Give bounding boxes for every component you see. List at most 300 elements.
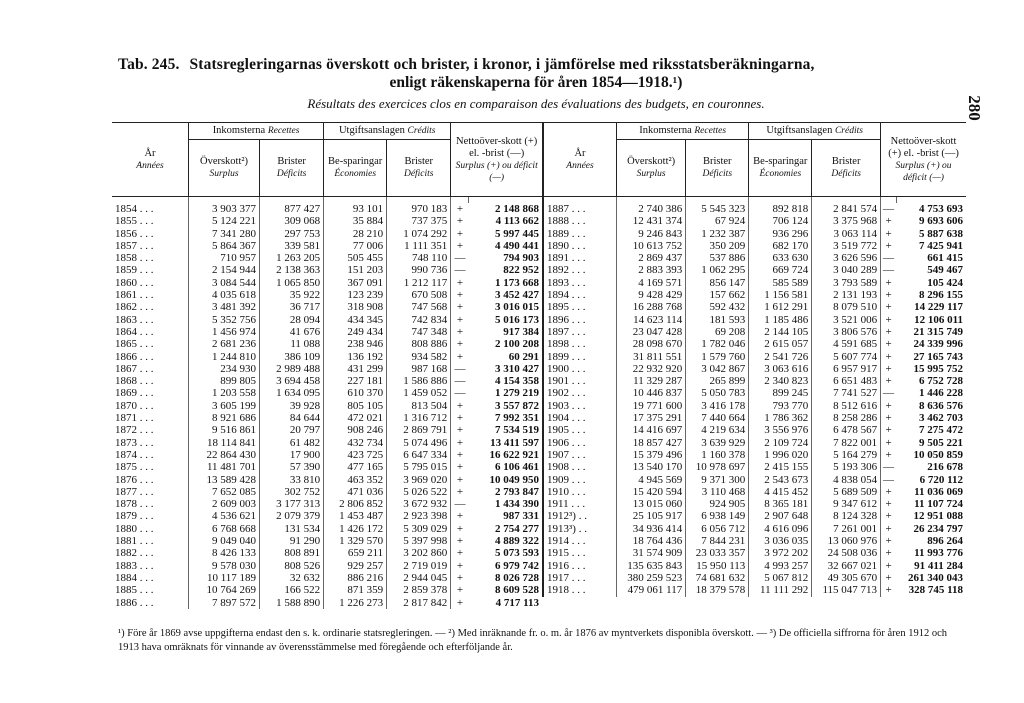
col-income-label-fr: Recettes (267, 126, 300, 136)
cell-savings: 4 616 096 (749, 523, 812, 535)
cell-sign: + (451, 301, 469, 313)
cell-savings: 2 340 823 (749, 375, 812, 387)
table-row (543, 547, 966, 559)
cell-deficit: 350 209 (686, 240, 749, 252)
cell-year: 1880 . . . (115, 522, 154, 535)
cell-savings: 908 246 (324, 424, 387, 436)
cell-sign: + (451, 461, 469, 473)
cell-deficit: 1 160 378 (686, 449, 749, 461)
cell-year: 1899 . . . (547, 350, 586, 363)
cell-surplus: 11 481 701 (189, 461, 260, 473)
cell-year: 1868 . . . (115, 375, 154, 388)
col-deficit-header (686, 140, 749, 197)
cell-exp-deficit: 3 519 772 (812, 240, 881, 252)
cell-sign: — (451, 252, 469, 264)
cell-net: 4 490 441 (495, 239, 539, 252)
table-row (543, 437, 966, 449)
cell-exp-deficit: 5 164 279 (812, 449, 881, 461)
cell-deficit: 67 924 (686, 215, 749, 227)
col-year-header (112, 123, 189, 197)
cell-exp-deficit: 3 793 589 (812, 277, 881, 289)
cell-surplus: 10 764 269 (189, 584, 260, 596)
table-row (112, 523, 542, 535)
col-net-header (451, 123, 542, 197)
cell-year: 1858 . . . (115, 252, 154, 265)
cell-exp-deficit: 1 212 117 (387, 277, 451, 289)
cell-year: 1901 . . . (547, 375, 586, 388)
cell-exp-deficit: 5 193 306 (812, 461, 881, 473)
cell-net: 3 310 427 (495, 362, 539, 375)
col-exp-deficit-header (387, 140, 451, 197)
cell-deficit: 3 042 867 (686, 363, 749, 375)
table-row (112, 424, 542, 436)
cell-sign: + (881, 301, 896, 313)
cell-year: 1856 . . . (115, 227, 154, 240)
cell-exp-deficit: 32 667 021 (812, 560, 881, 572)
table-row (112, 510, 542, 522)
cell-deficit: 302 752 (260, 486, 324, 498)
cell-savings: 2 541 726 (749, 351, 812, 363)
cell-deficit: 74 681 632 (686, 572, 749, 584)
cell-sign: + (451, 400, 469, 412)
cell-year: 1918 . . . (547, 584, 586, 597)
cell-savings: 659 211 (324, 547, 387, 559)
cell-net: 7 992 351 (495, 412, 539, 425)
cell-year: 1895 . . . (547, 301, 586, 314)
cell-surplus: 5 864 367 (189, 240, 260, 252)
cell-year: 1871 . . . (115, 412, 154, 425)
col-exp-deficit-label-fr: Déficits (403, 169, 434, 179)
cell-deficit: 1 588 890 (260, 597, 324, 609)
cell-exp-deficit: 1 316 712 (387, 412, 451, 424)
table-row (112, 252, 542, 264)
cell-year: 1889 . . . (547, 227, 586, 240)
cell-net: 10 050 859 (913, 448, 963, 461)
cell-exp-deficit: 1 074 292 (387, 228, 451, 240)
cell-surplus: 9 246 843 (617, 228, 686, 240)
cell-surplus: 899 805 (189, 375, 260, 387)
cell-net: 917 384 (503, 325, 539, 338)
cell-sign: + (881, 498, 896, 510)
cell-exp-deficit: 2 131 193 (812, 289, 881, 301)
col-expenses-label-fr: Crédits (407, 126, 436, 136)
cell-sign: — (881, 474, 896, 486)
cell-year: 1865 . . . (115, 338, 154, 351)
cell-year: 1884 . . . (115, 571, 154, 584)
cell-exp-deficit: 4 591 685 (812, 338, 881, 350)
cell-exp-deficit: 4 838 054 (812, 474, 881, 486)
cell-exp-deficit: 2 817 842 (387, 597, 451, 609)
cell-net: 8 636 576 (919, 399, 963, 412)
table-row (112, 486, 542, 498)
cell-year: 1870 . . . (115, 399, 154, 412)
cell-net: 261 340 043 (908, 571, 963, 584)
col-exp-deficit-label-fr: Déficits (831, 169, 861, 179)
cell-deficit: 41 676 (260, 326, 324, 338)
cell-exp-deficit: 3 521 006 (812, 314, 881, 326)
col-surplus-header (189, 140, 260, 197)
col-expenses-label: Utgiftsanslagen (766, 125, 833, 136)
footnote-text: ¹) Före år 1869 avse uppgifterna endast den s. k. ordinarie statsregleringen. — ²) Med inräknande fr. o. m. år 1876 av myntverkets disponibla överskott. — ³) De officiella siffrorna för åren 1912 och 1913 hava omräknats för vinnande av överensstämmelse med föregående och efterföljande år. (118, 628, 947, 653)
cell-savings: 505 455 (324, 252, 387, 264)
cell-net: 5 887 638 (919, 227, 963, 240)
title-line-1 (118, 56, 954, 74)
cell-net: 2 100 208 (495, 338, 539, 351)
cell-year: 1891 . . . (547, 252, 586, 265)
cell-deficit: 69 208 (686, 326, 749, 338)
cell-surplus: 13 540 170 (617, 461, 686, 473)
cell-exp-deficit: 6 651 483 (812, 375, 881, 387)
cell-year: 1873 . . . (115, 436, 154, 449)
col-net-label: Nettoöver-skott (+) el. -brist (—) (888, 135, 959, 159)
cell-year: 1914 . . . (547, 535, 586, 548)
table-row (543, 326, 966, 338)
cell-exp-deficit: 6 957 917 (812, 363, 881, 375)
cell-savings: 136 192 (324, 351, 387, 363)
cell-savings: 463 352 (324, 474, 387, 486)
cell-net: 3 462 703 (919, 412, 963, 425)
cell-exp-deficit: 8 258 286 (812, 412, 881, 424)
cell-year: 1892 . . . (547, 264, 586, 277)
cell-year: 1910 . . . (547, 485, 586, 498)
cell-sign: + (451, 424, 469, 436)
cell-exp-deficit: 2 944 045 (387, 572, 451, 584)
cell-year: 1890 . . . (547, 239, 586, 252)
cell-deficit: 877 427 (260, 203, 324, 215)
cell-savings: 1 226 273 (324, 597, 387, 609)
cell-deficit: 5 545 323 (686, 203, 749, 215)
cell-deficit: 28 094 (260, 314, 324, 326)
table-row (543, 240, 966, 252)
cell-exp-deficit: 2 923 398 (387, 510, 451, 522)
cell-surplus: 3 084 544 (189, 277, 260, 289)
cell-surplus: 9 049 040 (189, 535, 260, 547)
cell-sign: + (451, 449, 469, 461)
cell-savings: 249 434 (324, 326, 387, 338)
cell-sign: + (881, 215, 896, 227)
title-french: Résultats des exercices clos en comparaison des évaluations des budgets, en couronnes. (307, 96, 765, 111)
cell-surplus: 2 154 944 (189, 264, 260, 276)
cell-sign: + (451, 437, 469, 449)
cell-surplus: 7 652 085 (189, 486, 260, 498)
cell-surplus: 22 864 430 (189, 449, 260, 461)
table-row (112, 474, 542, 486)
table-row (112, 572, 542, 584)
table-row (112, 215, 542, 227)
col-net-label: Nettoöver-skott (+) el. -brist (—) (456, 135, 538, 159)
col-savings-header (324, 140, 387, 197)
cell-net: 27 165 743 (913, 350, 963, 363)
cell-exp-deficit: 3 969 020 (387, 474, 451, 486)
cell-surplus: 14 416 697 (617, 424, 686, 436)
table-row (543, 277, 966, 289)
col-income-group (617, 123, 749, 140)
table-row (112, 375, 542, 387)
cell-savings: 1 453 487 (324, 510, 387, 522)
table-row (543, 560, 966, 572)
cell-surplus: 15 379 496 (617, 449, 686, 461)
cell-exp-deficit: 737 375 (387, 215, 451, 227)
cell-exp-deficit: 3 626 596 (812, 252, 881, 264)
cell-savings: 432 734 (324, 437, 387, 449)
cell-year: 1883 . . . (115, 559, 154, 572)
cell-net: 7 534 519 (495, 424, 539, 437)
table-row (543, 424, 966, 436)
cell-deficit: 3 110 468 (686, 486, 749, 498)
col-net-label-fr: Surplus (+) ou déficit (—) (455, 160, 538, 183)
cell-savings: 227 181 (324, 375, 387, 387)
table-body-left (112, 197, 542, 609)
cell-year: 1916 . . . (547, 559, 586, 572)
cell-deficit: 6 938 149 (686, 510, 749, 522)
col-year-header (543, 123, 617, 197)
table-row (543, 228, 966, 240)
cell-exp-deficit: 990 736 (387, 264, 451, 276)
cell-savings: 1 996 020 (749, 449, 812, 461)
cell-savings: 793 770 (749, 400, 812, 412)
cell-sign: — (451, 363, 469, 375)
cell-sign: + (881, 326, 896, 338)
cell-savings: 77 006 (324, 240, 387, 252)
cell-deficit: 23 033 357 (686, 547, 749, 559)
cell-savings: 3 972 202 (749, 547, 812, 559)
cell-savings: 886 216 (324, 572, 387, 584)
cell-year: 1886 . . . (115, 596, 154, 609)
cell-year: 1882 . . . (115, 547, 154, 560)
cell-sign: + (451, 572, 469, 584)
col-savings-label: Be-sparingar (753, 156, 808, 167)
col-exp-deficit-label: Brister (404, 156, 434, 167)
cell-net: 14 229 117 (914, 301, 963, 314)
cell-surplus: 10 117 189 (189, 572, 260, 584)
cell-sign: + (451, 486, 469, 498)
cell-exp-deficit: 7 741 527 (812, 387, 881, 399)
table-row (112, 363, 542, 375)
cell-sign: + (881, 523, 896, 535)
cell-surplus: 13 015 060 (617, 498, 686, 510)
cell-exp-deficit: 5 689 509 (812, 486, 881, 498)
cell-sign: + (881, 424, 896, 436)
cell-exp-deficit: 49 305 670 (812, 572, 881, 584)
cell-sign: + (881, 228, 896, 240)
cell-year: 1874 . . . (115, 448, 154, 461)
table-row (543, 215, 966, 227)
cell-deficit: 3 639 929 (686, 437, 749, 449)
cell-sign: + (881, 437, 896, 449)
cell-savings: 8 365 181 (749, 498, 812, 510)
cell-net: 987 331 (503, 510, 539, 523)
cell-savings: 35 884 (324, 215, 387, 227)
cell-year: 1906 . . . (547, 436, 586, 449)
table-row (543, 523, 966, 535)
cell-sign: + (451, 597, 469, 609)
cell-deficit: 20 797 (260, 424, 324, 436)
cell-savings: 2 806 852 (324, 498, 387, 510)
col-income-group (189, 123, 324, 140)
cell-surplus: 479 061 117 (617, 584, 686, 596)
cell-exp-deficit: 747 568 (387, 301, 451, 313)
cell-net: 6 106 461 (495, 461, 539, 474)
cell-deficit: 2 989 488 (260, 363, 324, 375)
cell-deficit: 808 891 (260, 547, 324, 559)
cell-savings: 633 630 (749, 252, 812, 264)
cell-deficit: 386 109 (260, 351, 324, 363)
cell-surplus: 9 516 861 (189, 424, 260, 436)
cell-year: 1905 . . . (547, 424, 586, 437)
cell-sign: + (881, 584, 896, 596)
cell-year: 1861 . . . (115, 289, 154, 302)
col-savings-header (749, 140, 812, 197)
cell-net: 5 016 173 (495, 313, 539, 326)
cell-surplus: 7 897 572 (189, 597, 260, 609)
cell-surplus: 5 124 221 (189, 215, 260, 227)
cell-sign: + (451, 560, 469, 572)
cell-deficit: 35 922 (260, 289, 324, 301)
cell-exp-deficit: 3 375 968 (812, 215, 881, 227)
cell-savings: 2 907 648 (749, 510, 812, 522)
col-expenses-group (749, 123, 881, 140)
table-row (112, 228, 542, 240)
cell-surplus: 3 903 377 (189, 203, 260, 215)
cell-savings: 1 786 362 (749, 412, 812, 424)
cell-exp-deficit: 7 822 001 (812, 437, 881, 449)
page-number: 280 (964, 95, 984, 121)
table-row (543, 400, 966, 412)
title-text: Statsregleringarnas överskott och brister, i kronor, i jämförelse med riksstatsberäkningarna, (189, 56, 815, 73)
table-row (543, 572, 966, 584)
table-row (112, 338, 542, 350)
table-row (112, 277, 542, 289)
cell-exp-deficit: 115 047 713 (812, 584, 881, 596)
cell-surplus: 18 114 841 (189, 437, 260, 449)
cell-deficit: 592 432 (686, 301, 749, 313)
cell-net: 12 951 088 (913, 510, 963, 523)
col-deficit-label: Brister (702, 156, 732, 167)
cell-savings: 477 165 (324, 461, 387, 473)
title-line-2: enligt räkenskaperna för åren 1854—1918.¹) (389, 74, 683, 91)
cell-year: 1855 . . . (115, 215, 154, 228)
table-row (112, 547, 542, 559)
table-row (543, 375, 966, 387)
cell-deficit: 7 844 231 (686, 535, 749, 547)
cell-savings: 682 170 (749, 240, 812, 252)
cell-year: 1866 . . . (115, 350, 154, 363)
cell-year: 1879 . . . (115, 510, 154, 523)
col-deficit-label-fr: Déficits (276, 169, 307, 179)
cell-savings: 1 426 172 (324, 523, 387, 535)
cell-sign: + (881, 449, 896, 461)
cell-savings: 472 021 (324, 412, 387, 424)
cell-surplus: 1 456 974 (189, 326, 260, 338)
data-table-left (112, 122, 542, 609)
cell-deficit: 3 177 313 (260, 498, 324, 510)
cell-exp-deficit: 1 459 052 (387, 387, 451, 399)
cell-sign: + (451, 289, 469, 301)
table-row (112, 351, 542, 363)
cell-year: 1900 . . . (547, 362, 586, 375)
cell-deficit: 57 390 (260, 461, 324, 473)
cell-year: 1912³) . . (547, 510, 587, 523)
cell-deficit: 39 928 (260, 400, 324, 412)
cell-surplus: 2 681 236 (189, 338, 260, 350)
cell-savings: 3 036 035 (749, 535, 812, 547)
cell-year: 1878 . . . (115, 498, 154, 511)
cell-surplus: 18 857 427 (617, 437, 686, 449)
cell-deficit: 1 065 850 (260, 277, 324, 289)
cell-sign: — (451, 264, 469, 276)
cell-net: 91 411 284 (914, 559, 963, 572)
cell-year: 1857 . . . (115, 239, 154, 252)
col-savings-label-fr: Économies (334, 169, 377, 179)
col-deficit-header (260, 140, 324, 197)
cell-exp-deficit: 1 111 351 (387, 240, 451, 252)
cell-net: 4 889 322 (495, 535, 539, 548)
cell-sign: — (881, 461, 896, 473)
table-row (112, 498, 542, 510)
cell-net: 6 720 112 (919, 473, 963, 486)
cell-surplus: 12 431 374 (617, 215, 686, 227)
cell-savings: 4 415 452 (749, 486, 812, 498)
cell-net: 2 793 847 (495, 485, 539, 498)
cell-deficit: 297 753 (260, 228, 324, 240)
cell-savings: 899 245 (749, 387, 812, 399)
cell-sign: + (881, 535, 896, 547)
cell-deficit: 9 371 300 (686, 474, 749, 486)
cell-sign: — (881, 203, 896, 215)
cell-savings: 1 329 570 (324, 535, 387, 547)
cell-surplus: 9 428 429 (617, 289, 686, 301)
cell-surplus: 6 768 668 (189, 523, 260, 535)
col-year-label: År (144, 147, 156, 159)
cell-deficit: 3 416 178 (686, 400, 749, 412)
cell-net: 822 952 (503, 264, 539, 277)
cell-year: 1875 . . . (115, 461, 154, 474)
cell-sign: + (451, 314, 469, 326)
table-row (112, 437, 542, 449)
cell-year: 1881 . . . (115, 535, 154, 548)
cell-sign: + (451, 351, 469, 363)
cell-net: 8 026 728 (495, 571, 539, 584)
col-surplus-label-fr: Surplus (636, 169, 666, 179)
cell-deficit: 2 138 363 (260, 264, 324, 276)
cell-year: 1869 . . . (115, 387, 154, 400)
cell-deficit: 1 062 295 (686, 264, 749, 276)
cell-net: 16 622 921 (489, 448, 539, 461)
col-income-label: Inkomsterna (639, 125, 692, 136)
cell-exp-deficit: 2 719 019 (387, 560, 451, 572)
cell-deficit: 309 068 (260, 215, 324, 227)
table-row (112, 326, 542, 338)
cell-deficit: 10 978 697 (686, 461, 749, 473)
cell-net: 21 315 749 (913, 325, 963, 338)
cell-net: 1 434 390 (495, 498, 539, 511)
cell-net: 3 452 427 (495, 289, 539, 302)
cell-sign: + (881, 375, 896, 387)
cell-year: 1904 . . . (547, 412, 586, 425)
table-row (543, 584, 966, 596)
cell-exp-deficit: 3 202 860 (387, 547, 451, 559)
cell-surplus: 8 921 686 (189, 412, 260, 424)
cell-net: 10 049 950 (489, 473, 539, 486)
table-row (543, 351, 966, 363)
cell-surplus: 16 288 768 (617, 301, 686, 313)
cell-savings: 2 615 057 (749, 338, 812, 350)
cell-deficit: 15 950 113 (686, 560, 749, 572)
col-exp-deficit-label: Brister (831, 156, 861, 167)
cell-sign: + (881, 363, 896, 375)
table-row (112, 449, 542, 461)
cell-sign: — (881, 252, 896, 264)
